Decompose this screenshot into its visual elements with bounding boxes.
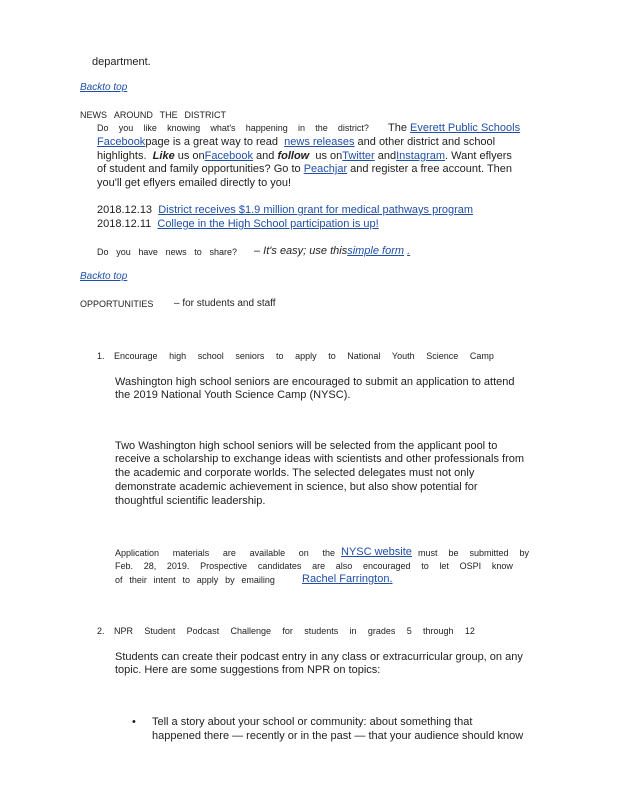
word: also: [335, 561, 353, 571]
everett-schools-link[interactable]: Everett Public Schools: [410, 122, 521, 134]
word: National: [347, 351, 381, 361]
text: Like: [152, 150, 175, 162]
news-item-date: 2018.12.13: [97, 204, 153, 216]
word: Science: [426, 351, 459, 361]
word: have: [138, 247, 158, 257]
item1-p2-line: the academic and corporate worlds. The selected delegates must not only: [115, 467, 475, 479]
word: the: [315, 123, 328, 133]
nysc-website-link[interactable]: NYSC website: [341, 546, 412, 558]
news-releases-link[interactable]: news releases: [284, 136, 355, 148]
facebook-page-link[interactable]: Facebook: [97, 136, 146, 148]
opportunities-heading: OPPORTUNITIES: [80, 299, 154, 309]
text: and other district and school: [357, 136, 496, 148]
back-to-top-link[interactable]: Backto top: [80, 271, 128, 282]
item1-p3-line: [115, 547, 335, 559]
word: share?: [209, 247, 237, 257]
word: what's: [210, 123, 236, 133]
word: 28,: [143, 561, 157, 571]
word: Challenge: [230, 626, 272, 636]
item2-p1-line: topic. Here are some suggestions from NPR on topics:: [115, 664, 381, 676]
word: in: [349, 626, 357, 636]
word: 2019.: [166, 561, 190, 571]
news-item: [97, 217, 379, 231]
news-line-1-end: [388, 121, 520, 135]
word: high: [169, 351, 187, 361]
news-line-2: [97, 135, 495, 149]
text: and: [377, 150, 397, 162]
word: by: [225, 575, 235, 585]
item1-p3-line: [115, 574, 275, 586]
heading-word: NEWS: [80, 110, 107, 120]
back-to-top-link[interactable]: Backto top: [80, 82, 128, 93]
text: – It's easy; use this: [254, 245, 348, 257]
share-question: [97, 246, 237, 258]
news-question-line: [97, 122, 369, 134]
instagram-link[interactable]: Instagram: [396, 150, 446, 162]
word: happening: [245, 123, 288, 133]
simple-form-link[interactable]: simple form: [347, 245, 405, 257]
item1-p2-line: thoughtful scientific leadership.: [115, 495, 266, 507]
word: Student: [144, 626, 176, 636]
word: materials: [172, 548, 210, 558]
word: Encourage: [114, 351, 158, 361]
text: . Want eflyers: [445, 150, 512, 162]
word: let: [439, 561, 449, 571]
word: in: [297, 123, 305, 133]
word: the: [322, 548, 335, 558]
news-item-link[interactable]: College in the High School participation is up!: [157, 218, 379, 230]
word: available: [249, 548, 286, 558]
word: are: [222, 548, 236, 558]
bullet-icon: •: [132, 716, 136, 728]
text: .: [407, 245, 411, 257]
word: intent: [153, 575, 176, 585]
share-invite: [254, 244, 410, 258]
opportunities-subtitle: – for students and staff: [174, 298, 276, 309]
news-line-5: you'll get eflyers emailed directly to you!: [97, 177, 292, 189]
word: knowing: [167, 123, 201, 133]
department-text: department.: [92, 56, 151, 68]
word: must: [418, 548, 438, 558]
twitter-link[interactable]: Twitter: [342, 150, 375, 162]
word: OSPI: [459, 561, 482, 571]
word: Do: [97, 247, 109, 257]
word: district?: [337, 123, 369, 133]
facebook-link[interactable]: Facebook: [204, 150, 253, 162]
word: of: [115, 575, 123, 585]
item2-title: [114, 625, 475, 637]
text: page is a great way to read: [145, 136, 279, 148]
item1-p1-line: the 2019 National Youth Science Camp (NYSC).: [115, 389, 351, 401]
word: know: [491, 561, 513, 571]
text: and: [256, 150, 275, 162]
word: through: [423, 626, 454, 636]
word: grades: [367, 626, 396, 636]
text: follow: [277, 150, 310, 162]
text: and register a free account. Then: [350, 163, 513, 175]
item1-p2-line: demonstrate academic achievement in science, but also show potential for: [115, 481, 478, 493]
text: us on: [315, 150, 343, 162]
heading-word: DISTRICT: [184, 110, 226, 120]
heading-word: AROUND: [113, 110, 153, 120]
text: highlights.: [97, 150, 147, 162]
peachjar-link[interactable]: Peachjar: [303, 163, 348, 175]
word: are: [312, 561, 326, 571]
item1-p2-line: Two Washington high school seniors will be selected from the applicant pool to: [115, 440, 498, 452]
word: news: [165, 247, 187, 257]
word: Application: [115, 548, 160, 558]
word: to: [421, 561, 429, 571]
item1-p2-line: receive a scholarship to exchange ideas with scientists and other professionals from: [115, 453, 525, 465]
item2-p1-line: Students can create their podcast entry in any class or extracurricular group, on any: [115, 651, 523, 663]
word: to: [182, 575, 190, 585]
item-number: 1.: [97, 351, 105, 361]
rachel-farrington-email-link[interactable]: Rachel Farrington: [302, 573, 390, 585]
word: school: [197, 351, 224, 361]
news-item-link[interactable]: District receives $1.9 million grant for medical pathways program: [158, 204, 474, 216]
bullet-line: Tell a story about your school or community: about something that: [152, 716, 473, 728]
text: .: [389, 573, 393, 585]
word: apply: [196, 575, 219, 585]
word: Camp: [469, 351, 494, 361]
word: to: [275, 351, 284, 361]
word: Podcast: [186, 626, 220, 636]
bullet-line: happened there — recently or in the past — that your audience should know: [152, 730, 524, 742]
word: you: [118, 123, 134, 133]
item1-p1-line: Washington high school seniors are encouraged to submit an application to attend: [115, 376, 515, 388]
word: be: [448, 548, 459, 558]
word: Do: [97, 123, 109, 133]
item1-p3-line: [115, 560, 513, 572]
word: NPR: [114, 626, 134, 636]
heading-word: THE: [159, 110, 178, 120]
item1-p3-line-end: [418, 547, 529, 559]
news-item: [97, 203, 473, 217]
word: Youth: [391, 351, 415, 361]
word: The: [388, 122, 407, 134]
word: 5: [406, 626, 412, 636]
news-line-4: [97, 162, 512, 176]
item1-title: [114, 350, 494, 362]
word: their: [129, 575, 147, 585]
email-contact: [302, 572, 393, 586]
word: encouraged: [362, 561, 411, 571]
word: by: [519, 548, 529, 558]
word: Feb.: [115, 561, 134, 571]
word: you: [116, 247, 131, 257]
word: emailing: [241, 575, 275, 585]
word: candidates: [257, 561, 302, 571]
item-number: 2.: [97, 626, 105, 636]
word: for: [282, 626, 293, 636]
news-heading: [80, 109, 226, 121]
text: us on: [177, 150, 205, 162]
word: apply: [295, 351, 317, 361]
news-line-3: [97, 149, 512, 163]
word: like: [143, 123, 157, 133]
word: 12: [464, 626, 475, 636]
word: students: [304, 626, 339, 636]
text: of student and family opportunities? Go to: [97, 163, 301, 175]
word: to: [328, 351, 336, 361]
word: seniors: [235, 351, 265, 361]
word: Prospective: [200, 561, 248, 571]
word: to: [194, 247, 202, 257]
news-item-date: 2018.12.11: [97, 218, 152, 230]
word: on: [298, 548, 309, 558]
word: submitted: [469, 548, 509, 558]
